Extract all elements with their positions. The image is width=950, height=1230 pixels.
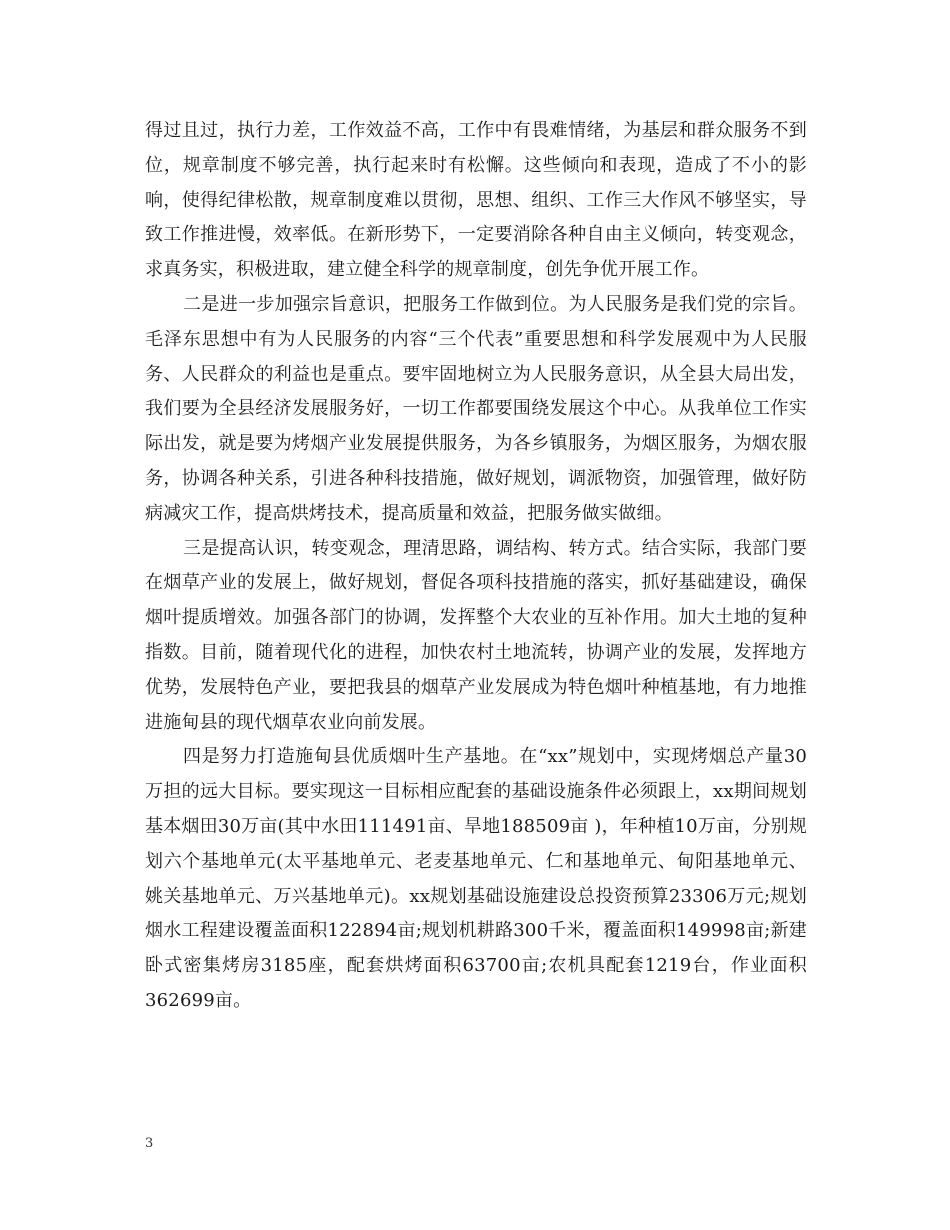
paragraph-change-concepts: 三是提高认识，转变观念，理清思路，调结构、转方式。结合实际，我部门要在烟草产业的发展上，做好规划，督促各项科技措施的落实，抓好基础建设，确保烟叶提质增效。加强各部门的协调，发挥整个大农业的互补作用。加大土地的复种指数。目前，随着现代化的进程，加快农村土地流转，协调产业的发展，发挥地方优势，发展特色产业，要把我县的烟草产业发展成为特色烟叶种植基地，有力地推进施甸县的现代烟草农业向前发展。	[145, 537, 807, 733]
page-number: 3	[145, 1136, 154, 1151]
paragraph-service-awareness: 二是进一步加强宗旨意识，把服务工作做到位。为人民服务是我们党的宗旨。毛泽东思想中有为人民服务的内容“三个代表”重要思想和科学发展观中为人民服务、人民群众的利益也是重点。要牢固地树立为人民服务意识，从全县大局出发，我们要为全县经济发展服务好，一切工作都要围绕发展这个中心。从我单位工作实际出发，就是要为烤烟产业发展提供服务，为各乡镇服务，为烟区服务，为烟农服务，协调各种关系，引进各种科技措施，做好规划，调派物资，加强管理，做好防病减灾工作，提高烘烤技术，提高质量和效益，把服务做实做细。	[145, 293, 807, 524]
paragraph-continuation: 得过且过，执行力差，工作效益不高，工作中有畏难情绪，为基层和群众服务不到位，规章制度不够完善，执行起来时有松懈。这些倾向和表现，造成了不小的影响，使得纪律松散，规章制度难以贯彻，思想、组织、工作三大作风不够坚实，导致工作推进慢，效率低。在新形势下，一定要消除各种自由主义倾向，转变观念，求真务实，积极进取，建立健全科学的规章制度，创先争优开展工作。	[145, 120, 807, 281]
document-body	[145, 114, 807, 1019]
paragraph-tobacco-base: 四是努力打造施甸县优质烟叶生产基地。在“xx”规划中，实现烤烟总产量30万担的远大目标。要实现这一目标相应配套的基础设施条件必须跟上，xx期间规划基本烟田30万亩(其中水田111491亩、旱地188509亩 )，年种植10万亩，分别规划六个基地单元(太平基地单元、老麦基地单元、仁和基地单元、甸阳基地单元、姚关基地单元、万兴基地单元)。xx规划基础设施建设总投资预算23306万元;规划烟水工程建设覆盖面积122894亩;规划机耕路300千米，覆盖面积149998亩;新建卧式密集烤房3185座，配套烘烤面积63700亩;农机具配套1219台，作业面积362699亩。	[145, 746, 807, 1011]
